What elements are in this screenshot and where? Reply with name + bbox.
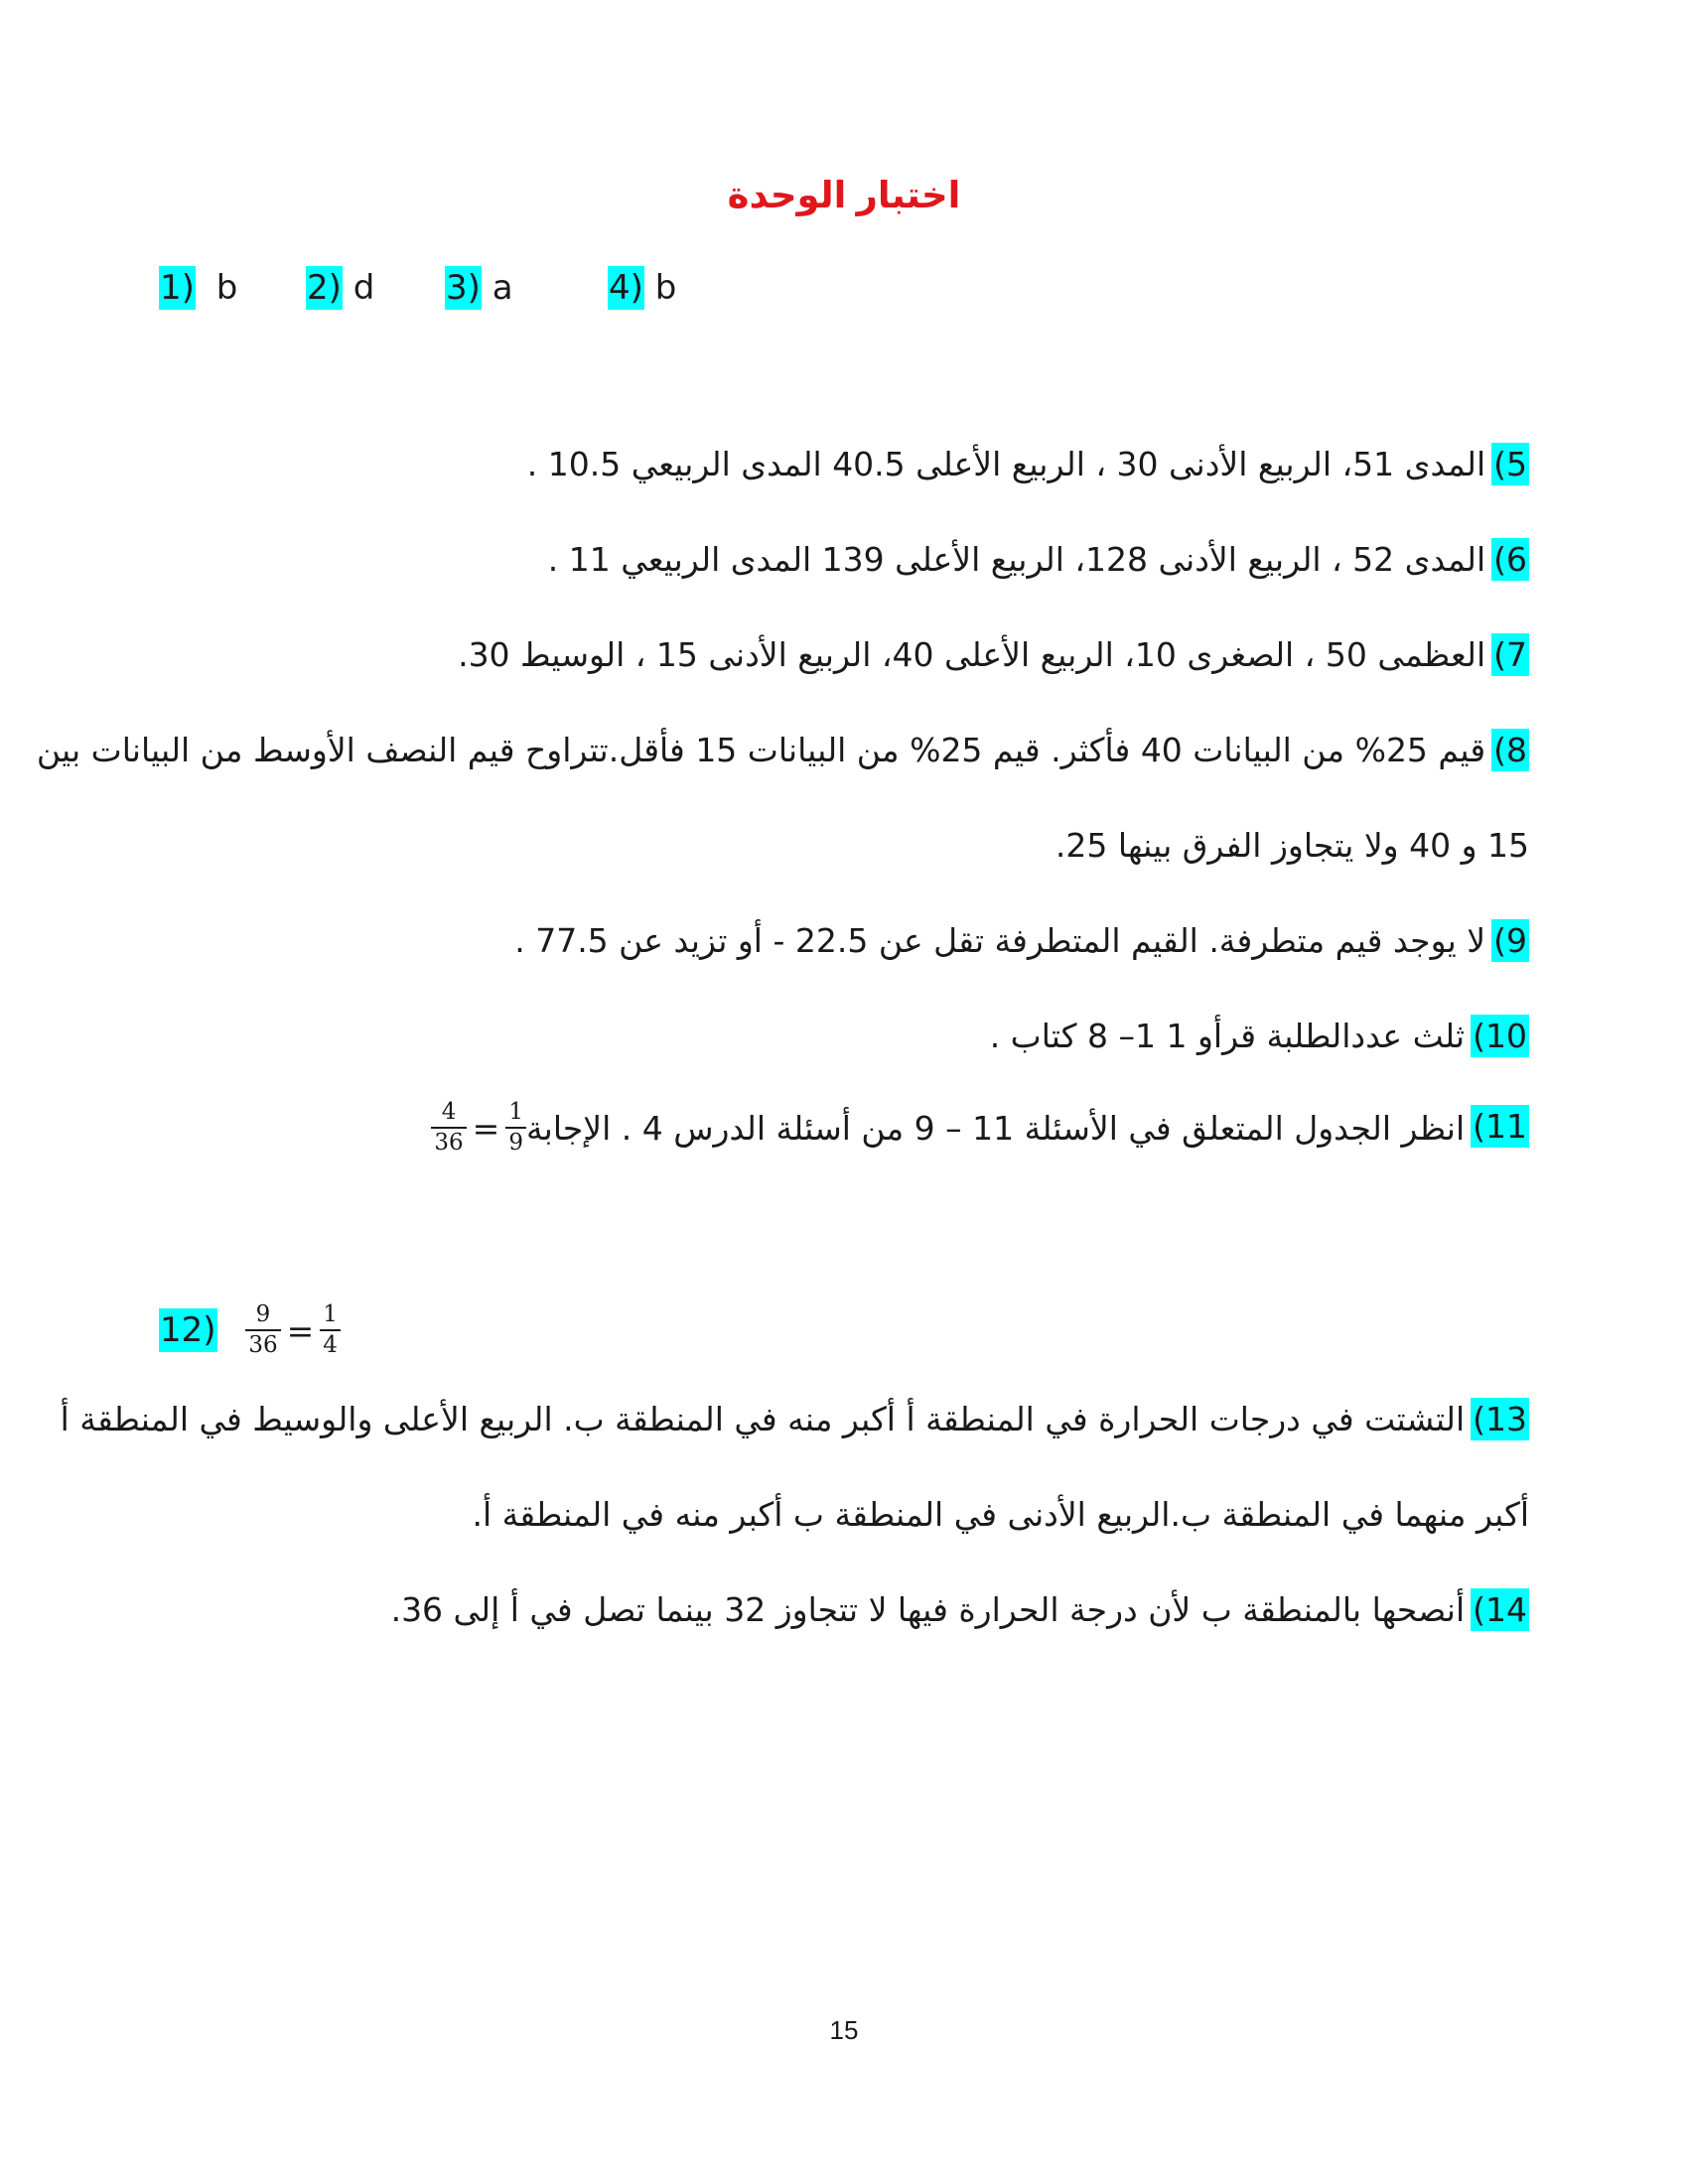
fraction-1-4: $\frac{1}{4}$ — [320, 1302, 341, 1359]
answer-12 — [159, 1302, 341, 1359]
question-number: 9) — [1493, 921, 1527, 960]
page-number: 15 — [829, 2015, 859, 2045]
question-number: 3) — [446, 268, 481, 308]
answer-text: المدى 51، الربيع الأدنى 30 ، الربيع الأعلى 40.5 المدى الربيعي 10.5 . — [526, 445, 1486, 483]
fraction-1-9: $\frac{1}{9}$ — [505, 1100, 526, 1157]
answer-8-continuation: 15 و 40 ولا يتجاوز الفرق بينها 25. — [1055, 826, 1529, 865]
page-title: اختبار الوحدة — [727, 175, 961, 215]
answer-text: التشتت في درجات الحرارة في المنطقة أ أكبر منه في المنطقة ب. الربيع الأعلى والوسيط في المنطقة أ — [60, 1400, 1466, 1438]
question-number: 13) — [1473, 1400, 1527, 1438]
answer-13 — [61, 1400, 1529, 1438]
answer-text: ثلث عددالطلبة قرأو 1 1– 8 كتاب . — [989, 1017, 1466, 1055]
question-number: 8) — [1493, 731, 1527, 769]
answer-14 — [391, 1590, 1529, 1629]
equals-sign: = — [286, 1310, 315, 1350]
question-number: 10) — [1473, 1017, 1527, 1055]
answer-6 — [548, 540, 1529, 579]
mcq-answer-1 — [159, 268, 237, 308]
answer-text: قيم 25% من البيانات 40 فأكثر. قيم 25% من البيانات 15 فأقل.تتراوح قيم النصف الأوسط من البيانات بين — [36, 731, 1486, 769]
question-number: 4) — [609, 268, 643, 308]
mcq-answer-4 — [608, 268, 676, 308]
question-number: 7) — [1493, 635, 1527, 674]
answer-8 — [37, 731, 1529, 769]
answer-text: أنصحها بالمنطقة ب لأن درجة الحرارة فيها لا تتجاوز 32 بينما تصل في أ إلى 36. — [390, 1590, 1466, 1629]
question-number: 5) — [1493, 445, 1527, 483]
answer-text: انظر الجدول المتعلق في الأسئلة 11 – 9 من أسئلة الدرس 4 . الإجابة — [525, 1108, 1466, 1148]
fraction-4-36: $\frac{4}{36}$ — [431, 1100, 466, 1157]
question-number: 1) — [160, 268, 195, 308]
answer-13-continuation: أكبر منهما في المنطقة ب.الربيع الأدنى في المنطقة ب أكبر منه في المنطقة أ. — [472, 1495, 1529, 1534]
fraction-equation — [431, 1100, 526, 1157]
question-number: 11) — [1473, 1106, 1527, 1146]
question-number: 14) — [1473, 1590, 1527, 1629]
question-number: 6) — [1493, 540, 1527, 579]
answer-letter: b — [215, 268, 238, 308]
answer-10 — [990, 1017, 1529, 1055]
answer-7 — [458, 635, 1529, 674]
answer-letter: d — [352, 268, 375, 308]
question-number: 2) — [307, 268, 342, 308]
answer-letter: a — [492, 268, 513, 308]
answer-9 — [514, 921, 1529, 960]
answer-letter: b — [654, 268, 677, 308]
answer-11 — [431, 1100, 1529, 1157]
fraction-9-36: $\frac{9}{36}$ — [245, 1302, 280, 1359]
answer-text: العظمى 50 ، الصغرى 10، الربيع الأعلى 40، الربيع الأدنى 15 ، الوسيط 30. — [458, 635, 1486, 674]
equals-sign: = — [472, 1108, 500, 1148]
answer-text: المدى 52 ، الربيع الأدنى 128، الربيع الأعلى 139 المدى الربيعي 11 . — [547, 540, 1486, 579]
mcq-answer-3 — [445, 268, 513, 308]
answer-text: لا يوجد قيم متطرفة. القيم المتطرفة تقل عن 22.5 - أو تزيد عن 77.5 . — [514, 921, 1486, 960]
mcq-answer-2 — [306, 268, 374, 308]
answer-5 — [527, 445, 1529, 483]
question-number: 12) — [160, 1310, 216, 1351]
